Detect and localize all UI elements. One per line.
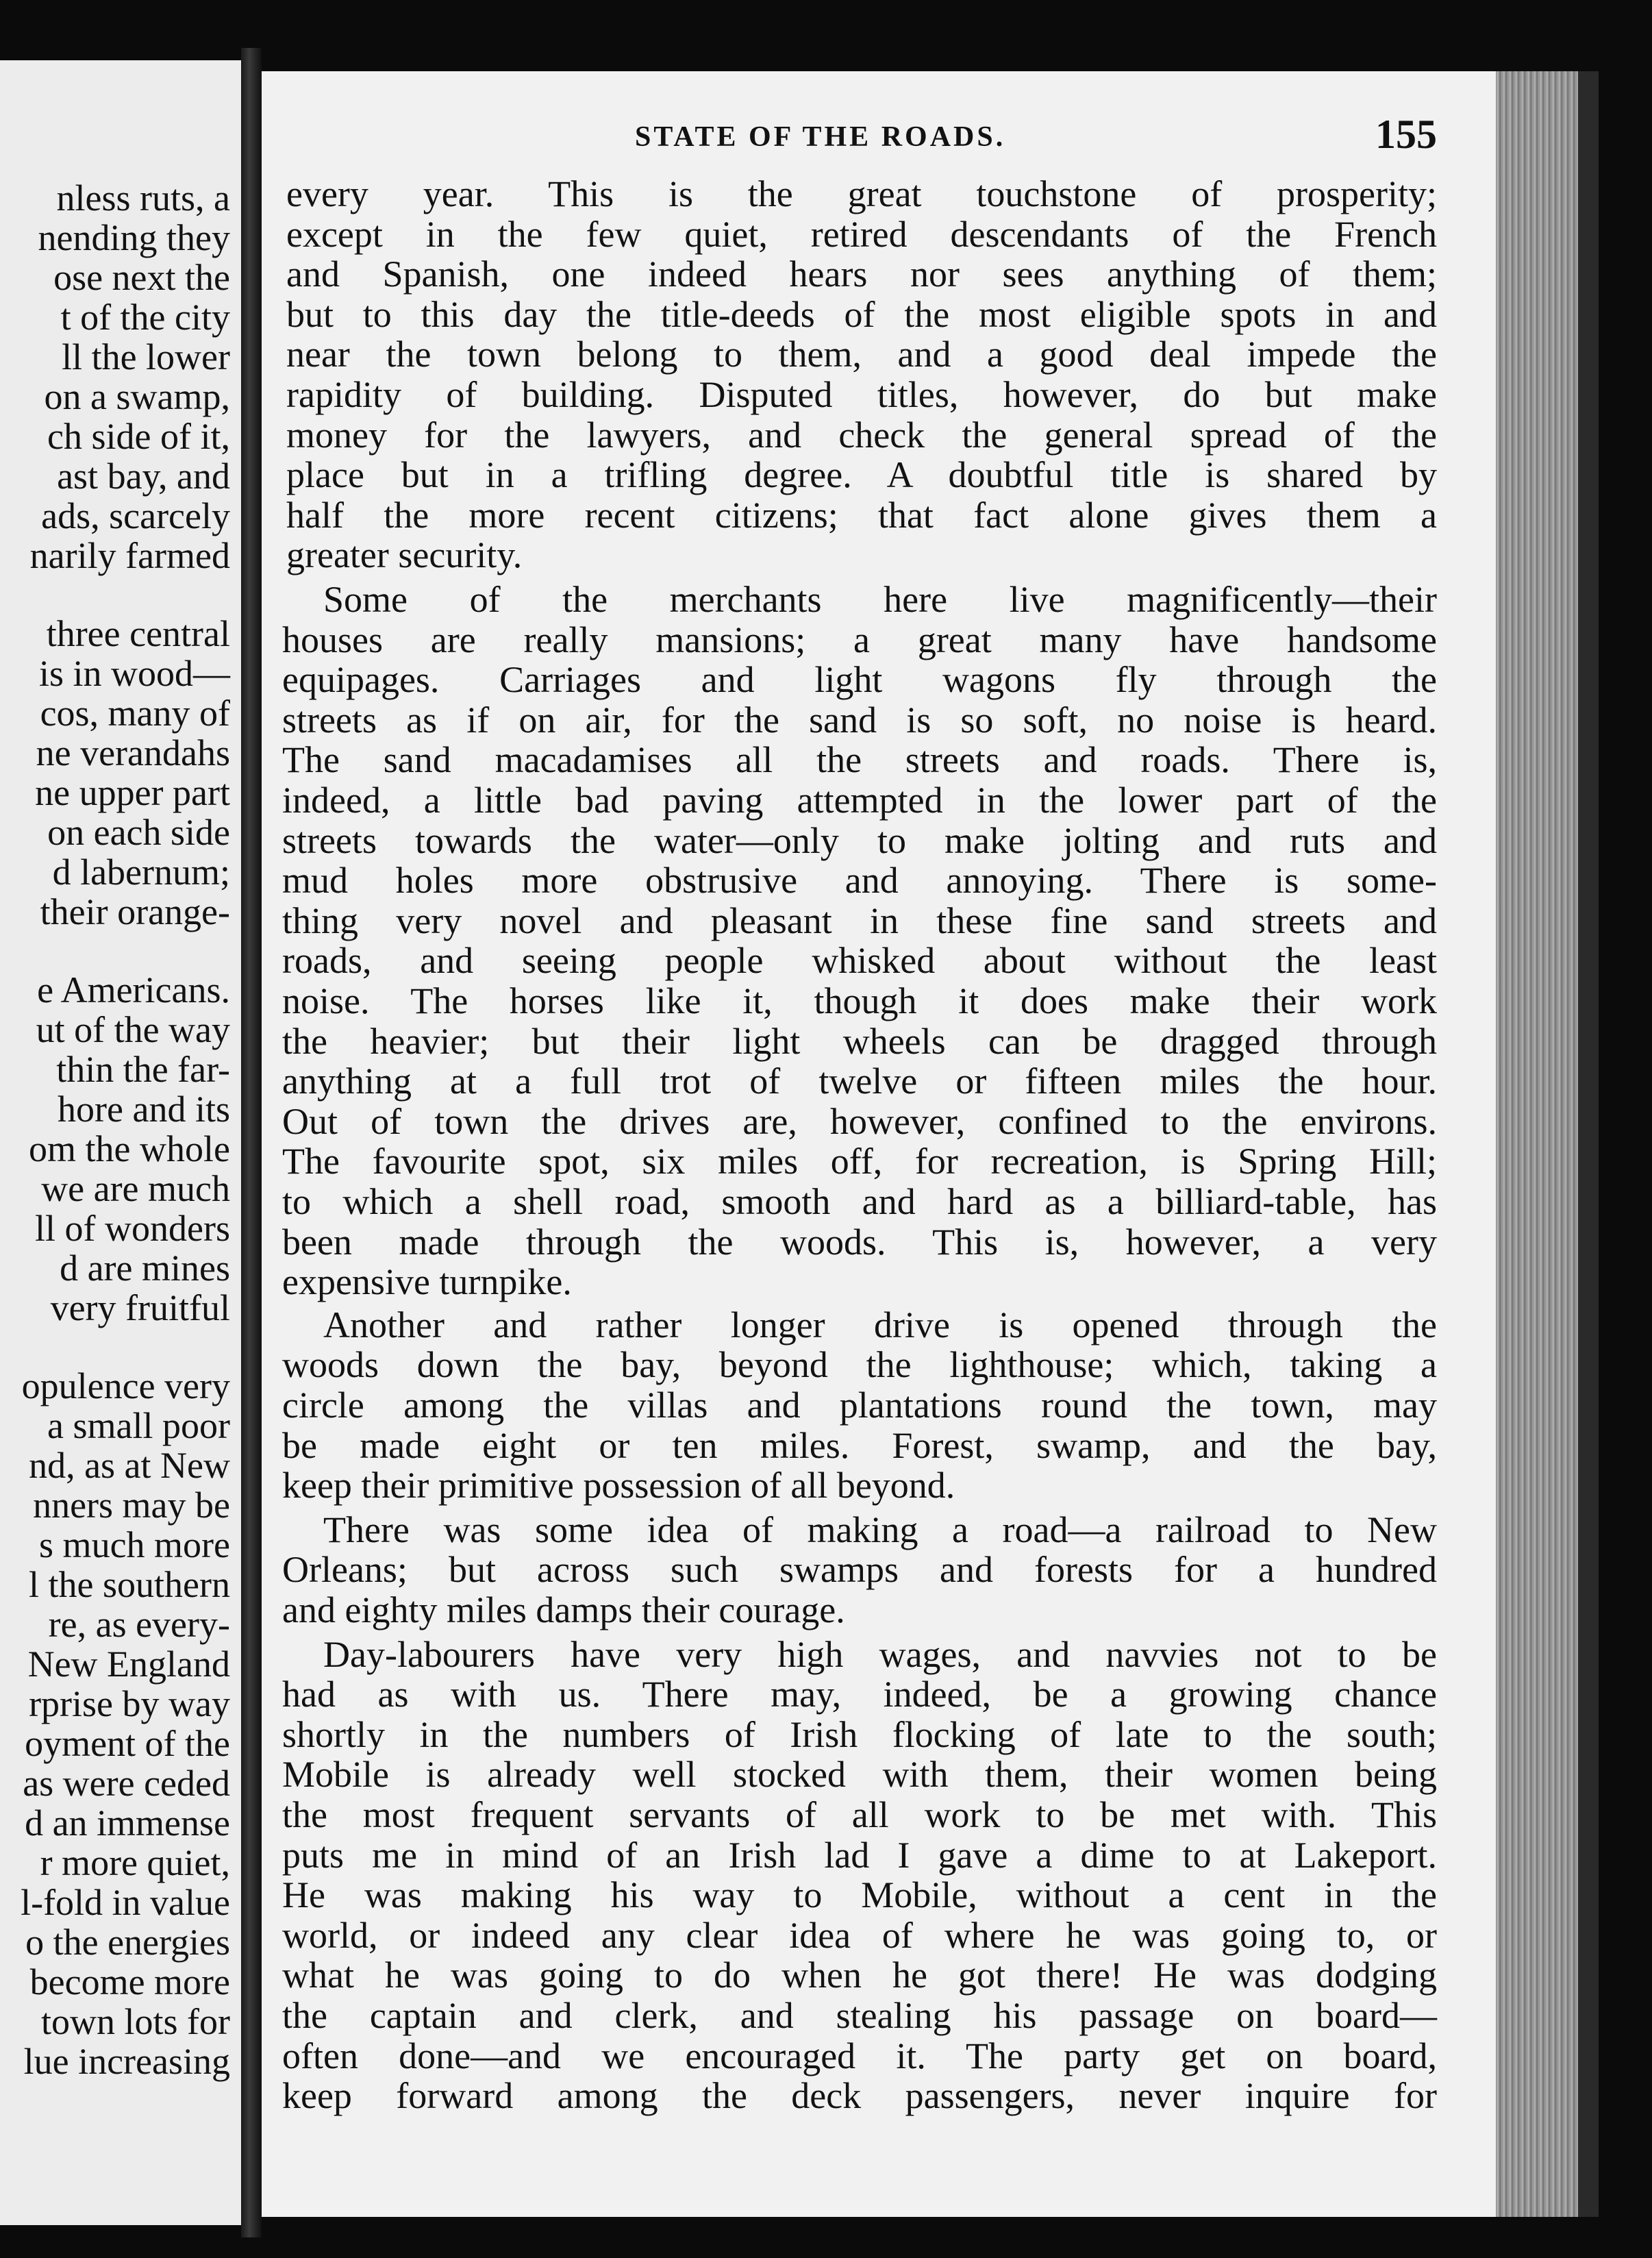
- text-line: Orleans; but across such swamps and forests for a hundred: [282, 1549, 1437, 1591]
- text-line: near the town belong to them, and a good deal impede the: [286, 334, 1437, 375]
- left-page-line: narily farmed: [29, 535, 230, 576]
- left-page-line: nners may be: [33, 1485, 230, 1526]
- text-line: Day-labourers have very high wages, and navvies not to be: [323, 1633, 1437, 1675]
- text-line: streets as if on air, for the sand is so soft, no noise is heard.: [282, 699, 1437, 741]
- left-page-line: re, as every-: [48, 1604, 230, 1645]
- text-line: thing very novel and pleasant in these fine sand streets and: [282, 900, 1437, 941]
- text-line: Another and rather longer drive is opened through the: [323, 1304, 1437, 1345]
- left-page-line: om the whole: [29, 1128, 230, 1169]
- text-line: the most frequent servants of all work to be met with. This: [282, 1794, 1437, 1835]
- text-line: been made through the woods. This is, however, a very: [282, 1221, 1437, 1263]
- text-line: but to this day the title-deeds of the most eligible spots in and: [286, 293, 1437, 335]
- text-line: The sand macadamises all the streets and roads. There is,: [282, 739, 1437, 781]
- text-line: Out of town the drives are, however, confined to the environs.: [282, 1100, 1437, 1142]
- left-page-line: oyment of the: [25, 1723, 230, 1764]
- text-line: anything at a full trot of twelve or fifteen miles the hour.: [282, 1060, 1437, 1102]
- left-page-line: d an immense: [25, 1802, 230, 1844]
- text-line: keep their primitive possession of all beyond.: [282, 1465, 955, 1506]
- left-page-line: ne verandahs: [36, 732, 230, 773]
- running-title: STATE OF THE ROADS.: [635, 121, 1006, 153]
- text-line: equipages. Carriages and light wagons fly through the: [282, 659, 1437, 701]
- left-page-line: ll the lower: [62, 336, 230, 377]
- text-line: half the more recent citizens; that fact alone gives them a: [286, 494, 1437, 536]
- left-page-line: d are mines: [60, 1248, 230, 1289]
- text-line: indeed, a little bad paving attempted in the lower part of the: [282, 780, 1437, 821]
- text-line: streets towards the water—only to make jolting and ruts and: [282, 819, 1437, 861]
- left-page-line: ast bay, and: [57, 456, 230, 497]
- left-page-line: cos, many of: [40, 693, 230, 734]
- left-page-line: lue increasing: [23, 2041, 230, 2082]
- left-page-line: a small poor: [47, 1405, 230, 1446]
- text-line: to which a shell road, smooth and hard as a billiard-table, has: [282, 1181, 1437, 1222]
- text-line: roads, and seeing people whisked about without the least: [282, 940, 1437, 982]
- text-line: and eighty miles damps their courage.: [282, 1589, 845, 1630]
- text-line: keep forward among the deck passengers, never inquire for: [282, 2075, 1437, 2117]
- text-line: puts me in mind of an Irish lad I gave a dime to at Lakeport.: [282, 1834, 1437, 1876]
- left-page-line: very fruitful: [50, 1287, 230, 1328]
- left-page: [0, 60, 241, 2225]
- left-page-line: town lots for: [41, 2001, 230, 2042]
- text-line: circle among the villas and plantations round the town, may: [282, 1385, 1437, 1426]
- left-page-line: d labernum;: [52, 852, 230, 893]
- left-page-line: become more: [29, 1961, 230, 2002]
- text-line: the captain and clerk, and stealing his passage on board—: [282, 1995, 1437, 2036]
- left-page-line: e Americans.: [37, 969, 230, 1010]
- text-line: woods down the bay, beyond the lighthouse; which, taking a: [282, 1344, 1437, 1386]
- text-line: often done—and we encouraged it. The party get on board,: [282, 2035, 1437, 2076]
- text-line: noise. The horses like it, though it does make their work: [282, 980, 1437, 1021]
- page-edges: [1496, 71, 1578, 2217]
- left-page-line: ll of wonders: [35, 1208, 230, 1249]
- left-page-line: nending they: [38, 217, 230, 258]
- left-page-line: as were ceded: [23, 1763, 230, 1804]
- left-page-line: thin the far-: [56, 1049, 230, 1090]
- left-page-line: hore and its: [58, 1089, 230, 1130]
- left-page-line: t of the city: [60, 297, 230, 338]
- left-page-line: we are much: [41, 1168, 230, 1209]
- text-line: shortly in the numbers of Irish flocking of late to the south;: [282, 1713, 1437, 1755]
- text-line: expensive turnpike.: [282, 1261, 572, 1303]
- text-line: money for the lawyers, and check the general spread of the: [286, 414, 1437, 456]
- left-page-line: opulence very: [21, 1365, 230, 1406]
- text-line: The favourite spot, six miles off, for recreation, is Spring Hill;: [282, 1141, 1437, 1182]
- running-head: [262, 112, 1496, 169]
- left-page-line: ch side of it,: [47, 416, 230, 457]
- left-page-line: on a swamp,: [44, 376, 230, 417]
- text-line: Mobile is already well stocked with them, their women being: [282, 1754, 1437, 1796]
- text-line: be made eight or ten miles. Forest, swamp, and the bay,: [282, 1424, 1437, 1466]
- page-edge-shadow: [1578, 71, 1599, 2217]
- left-page-line: nless ruts, a: [56, 177, 230, 219]
- page-number: 155: [1375, 112, 1437, 157]
- left-page-line: rprise by way: [29, 1683, 230, 1724]
- left-page-line: on each side: [47, 812, 230, 853]
- book-spine: [241, 48, 262, 2237]
- left-page-line: New England: [27, 1643, 230, 1685]
- left-page-line: ne upper part: [35, 772, 230, 813]
- left-page-line: is in wood—: [38, 653, 230, 694]
- text-line: There was some idea of making a road—a railroad to New: [323, 1509, 1437, 1550]
- left-page-line: three central: [46, 613, 230, 654]
- left-page-line: their orange-: [40, 891, 230, 932]
- left-page-line: l the southern: [29, 1564, 230, 1605]
- left-page-line: s much more: [39, 1524, 230, 1565]
- right-page: [262, 71, 1496, 2217]
- left-page-line: o the energies: [25, 1922, 230, 1963]
- text-line: world, or indeed any clear idea of where he was going to, or: [282, 1914, 1437, 1956]
- text-line: greater security.: [286, 534, 523, 576]
- text-line: and Spanish, one indeed hears nor sees anything of them;: [286, 253, 1437, 295]
- text-line: mud holes more obstrusive and annoying. There is some-: [282, 860, 1437, 902]
- left-page-line: l-fold in value: [21, 1882, 230, 1923]
- text-line: had as with us. There may, indeed, be a growing chance: [282, 1674, 1437, 1715]
- left-page-line: ut of the way: [36, 1009, 230, 1050]
- text-line: He was making his way to Mobile, without a cent in the: [282, 1874, 1437, 1916]
- text-line: rapidity of building. Disputed titles, however, do but make: [286, 374, 1437, 415]
- text-line: houses are really mansions; a great many have handsome: [282, 619, 1437, 660]
- text-line: Some of the merchants here live magnificently—their: [323, 579, 1437, 620]
- body-text: [262, 174, 1496, 2202]
- left-page-line: ose next the: [53, 257, 230, 298]
- text-line: place but in a trifling degree. A doubtful title is shared by: [286, 454, 1437, 496]
- left-page-line: ads, scarcely: [41, 495, 230, 536]
- text-line: the heavier; but their light wheels can be dragged through: [282, 1020, 1437, 1062]
- text-line: every year. This is the great touchstone of prosperity;: [286, 173, 1437, 214]
- left-page-line: r more quiet,: [40, 1842, 230, 1883]
- left-page-line: nd, as at New: [29, 1445, 230, 1486]
- text-line: except in the few quiet, retired descendants of the French: [286, 213, 1437, 255]
- text-line: what he was going to do when he got there! He was dodging: [282, 1955, 1437, 1996]
